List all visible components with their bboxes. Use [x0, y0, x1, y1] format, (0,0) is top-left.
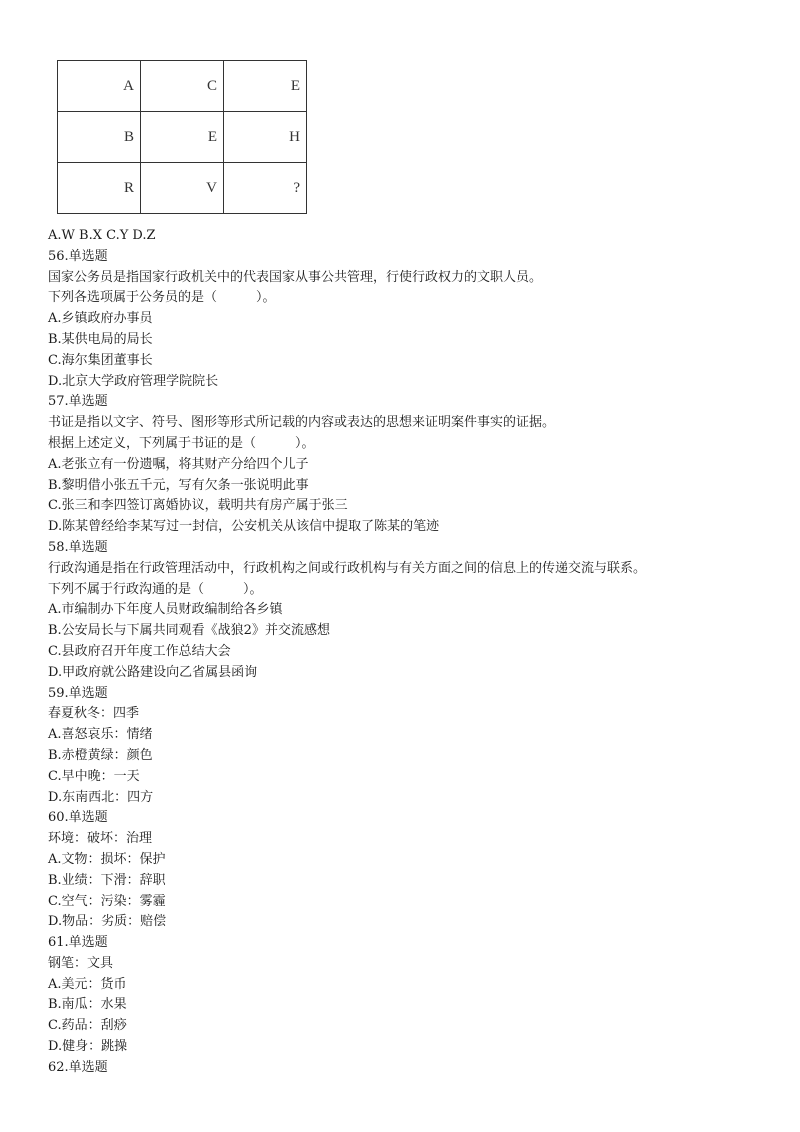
question-heading: 61.单选题 [48, 935, 108, 951]
answer-option: A.老张立有一份遗嘱，将其财产分给四个儿子 [48, 456, 309, 472]
grid-cell: E [224, 61, 307, 112]
question-heading: 57.单选题 [48, 394, 108, 410]
grid-row [58, 61, 307, 112]
answer-option: B.黎明借小张五千元，写有欠条一张说明此事 [48, 477, 309, 493]
answer-option: C.张三和李四签订离婚协议，载明共有房产属于张三 [48, 498, 348, 514]
answer-option: C.早中晚：一天 [48, 768, 140, 784]
answer-option: D.健身：跳操 [48, 1039, 128, 1055]
answer-option: B.公安局长与下属共同观看《战狼2》并交流感想 [48, 623, 330, 639]
answer-option: D.物品：劣质：赔偿 [48, 914, 167, 930]
question-stem: 钢笔：文具 [48, 955, 114, 971]
grid-cell: R [58, 163, 141, 214]
question-stem: 春夏秋冬：四季 [48, 706, 140, 722]
question-heading: 56.单选题 [48, 248, 108, 264]
answer-option: C.县政府召开年度工作总结大会 [48, 643, 231, 659]
definition-text: 书证是指以文字、符号、图形等形式所记载的内容或表达的思想来证明案件事实的证据。 [48, 415, 556, 431]
question-prompt: 下列各选项属于公务员的是（ ）。 [48, 290, 276, 306]
question-prompt: 下列不属于行政沟通的是（ ）。 [48, 581, 263, 597]
question-heading: 59.单选题 [48, 685, 108, 701]
answer-option: A.喜怒哀乐：情绪 [48, 727, 153, 743]
grid-cell: C [141, 61, 224, 112]
grid-row [58, 163, 307, 214]
answer-option: B.某供电局的局长 [48, 331, 153, 347]
grid-cell: A [58, 61, 141, 112]
answer-option: D.北京大学政府管理学院院长 [48, 373, 219, 389]
answer-option: C.海尔集团董事长 [48, 352, 153, 368]
answer-option: C.药品：刮痧 [48, 1018, 127, 1034]
answer-option: D.陈某曾经给李某写过一封信，公安机关从该信中提取了陈某的笔迹 [48, 519, 440, 535]
definition-text: 国家公务员是指国家行政机关中的代表国家从事公共管理，行使行政权力的文职人员。 [48, 269, 543, 285]
answer-option: A.市编制办下年度人员财政编制给各乡镇 [48, 602, 283, 618]
question-stem: 环境：破坏：治理 [48, 831, 153, 847]
grid-row [58, 112, 307, 163]
answer-option: D.东南西北：四方 [48, 789, 154, 805]
grid-cell: ? [224, 163, 307, 214]
grid-cell: H [224, 112, 307, 163]
letter-grid-figure [57, 60, 307, 214]
question-text [48, 226, 768, 1079]
answer-option: A.文物：损坏：保护 [48, 851, 166, 867]
question-heading: 62.单选题 [48, 1059, 108, 1075]
answer-option: A.美元：货币 [48, 976, 127, 992]
grid-cell: E [141, 112, 224, 163]
grid-cell: V [141, 163, 224, 214]
answer-option: C.空气：污染：雾霾 [48, 893, 166, 909]
question-prompt: 根据上述定义，下列属于书证的是（ ）。 [48, 435, 315, 451]
answer-option: B.赤橙黄绿：颜色 [48, 747, 153, 763]
definition-text: 行政沟通是指在行政管理活动中，行政机构之间或行政机构与有关方面之间的信息上的传递交流与联系。 [48, 560, 647, 576]
question-heading: 58.单选题 [48, 539, 108, 555]
grid-cell: B [58, 112, 141, 163]
answer-option: B.南瓜：水果 [48, 997, 127, 1013]
answer-option: A.乡镇政府办事员 [48, 311, 153, 327]
answer-option: B.业绩：下滑：辞职 [48, 872, 166, 888]
answer-option: D.甲政府就公路建设向乙省属县函询 [48, 664, 258, 680]
question-heading: 60.单选题 [48, 810, 108, 826]
answer-options: A.W B.X C.Y D.Z [48, 228, 156, 243]
